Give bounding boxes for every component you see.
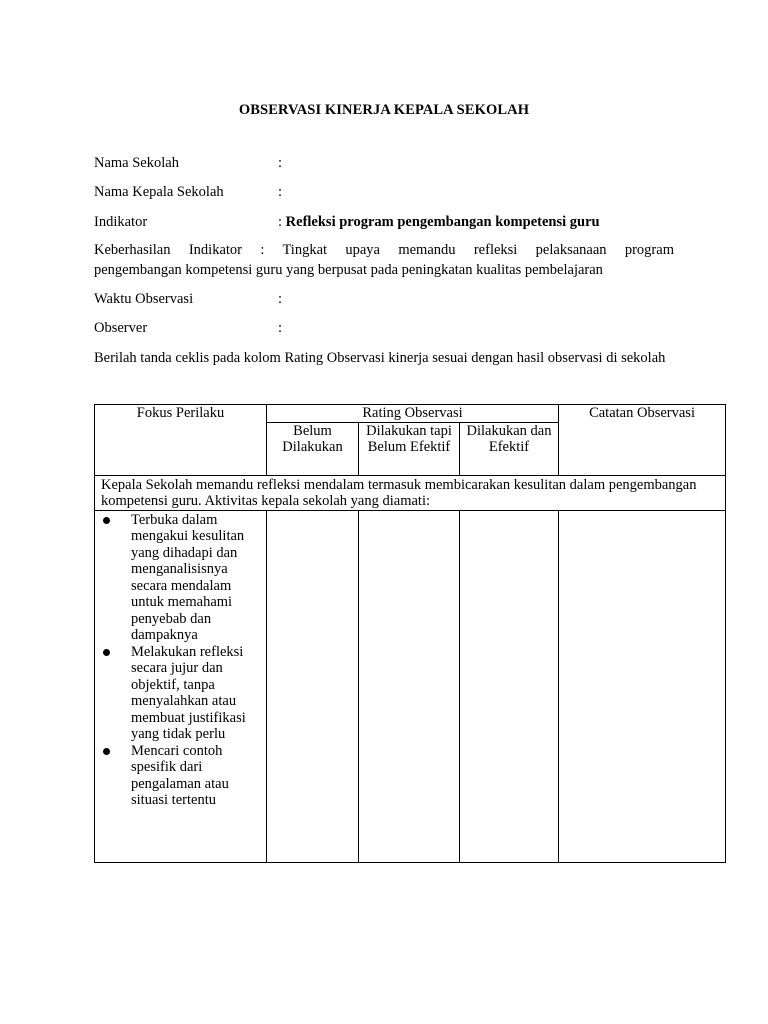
field-keberhasilan-indikator [94, 240, 674, 280]
field-value: Refleksi program pengembangan kompetensi guru [285, 214, 600, 230]
field-label: Keberhasilan Indikator [94, 242, 242, 258]
field-indikator [94, 212, 674, 232]
bullet-icon [103, 517, 110, 524]
rating-cell-dilakukan-efektif[interactable] [460, 510, 559, 862]
field-label: Nama Kepala Sekolah [94, 184, 224, 200]
header-belum-dilakukan: Belum Dilakukan [267, 422, 359, 475]
field-nama-kepala-sekolah [94, 182, 674, 202]
list-item-text: Melakukan refleksi secara jujur dan objektif, tanpa menyalahkan atau membuat justifikasi yang tidak perlu [131, 643, 246, 742]
bullet-icon [103, 748, 110, 755]
list-item-text: Mencari contoh spesifik dari pengalaman atau situasi tertentu [131, 742, 229, 808]
bullet-icon [103, 649, 110, 656]
field-value-line2: pengembangan kompetensi guru yang berpusat pada peningkatan kualitas pembelajaran [94, 262, 603, 278]
field-separator: : [260, 242, 265, 258]
header-catatan-observasi: Catatan Observasi [559, 405, 726, 476]
field-value-line1: Tingkat upaya memandu refleksi pelaksanaan program [282, 242, 674, 258]
table-section-row [95, 475, 726, 510]
table-row [95, 510, 726, 862]
list-item [95, 743, 262, 809]
field-separator: : [278, 214, 283, 230]
fokus-list [95, 511, 266, 809]
field-label: Nama Sekolah [94, 155, 179, 171]
field-waktu-observasi [94, 289, 674, 309]
field-separator: : [278, 184, 283, 200]
fokus-cell [95, 510, 267, 862]
header-rating-observasi: Rating Observasi [267, 405, 559, 423]
header-dilakukan-efektif: Dilakukan dan Efektif [460, 422, 559, 475]
field-label: Observer [94, 320, 148, 336]
field-nama-sekolah [94, 153, 674, 173]
header-fokus-perilaku: Fokus Perilaku [95, 405, 267, 476]
field-label: Indikator [94, 214, 148, 230]
header-dilakukan-belum-efektif: Dilakukan tapi Belum Efektif [359, 422, 460, 475]
instruction-text: Berilah tanda ceklis pada kolom Rating Observasi kinerja sesuai dengan hasil observasi di sekolah [94, 350, 666, 366]
field-separator: : [278, 320, 283, 336]
document-title: OBSERVASI KINERJA KEPALA SEKOLAH [238, 102, 530, 118]
rating-cell-dilakukan-belum-efektif[interactable] [359, 510, 460, 862]
field-first-line [94, 240, 674, 260]
field-observer [94, 318, 674, 338]
section-description: Kepala Sekolah memandu refleksi mendalam termasuk membicarakan kesulitan dalam pengembangan kompetensi guru. Aktivitas kepala sekolah yang diamati: [95, 475, 726, 510]
list-item-text: Terbuka dalam mengakui kesulitan yang dihadapi dan menganalisisnya secara mendalam untuk memahami penyebab dan dampaknya [131, 511, 245, 643]
rating-cell-belum-dilakukan[interactable] [267, 510, 359, 862]
observation-table [94, 404, 726, 863]
field-separator: : [278, 155, 283, 171]
field-label: Waktu Observasi [94, 291, 194, 307]
list-item [95, 512, 262, 644]
field-separator: : [278, 291, 283, 307]
table-header-row [95, 405, 726, 423]
list-item [95, 644, 262, 743]
catatan-cell[interactable] [559, 510, 726, 862]
